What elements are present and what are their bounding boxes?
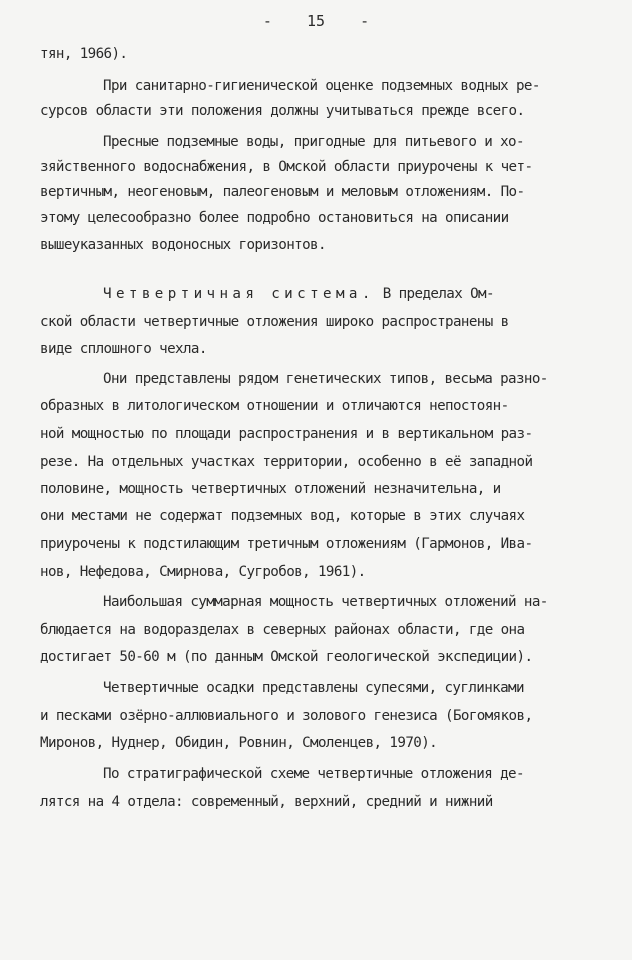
paragraph-line: По стратиграфической схеме четвертичные отложения де- — [103, 766, 524, 782]
page-number: 15 — [306, 12, 326, 30]
text-line: сурсов области эти положения должны учитываться прежде всего. — [40, 103, 525, 119]
text-line: ской области четвертичные отложения широко распространены в — [40, 314, 509, 330]
text-line: тян, 1966). — [40, 46, 128, 62]
text-line: ной мощностью по площади распространения и в вертикальном раз- — [40, 426, 533, 442]
text-line: половине, мощность четвертичных отложений незначительна, и — [40, 481, 501, 497]
text-line: этому целесообразно более подробно остановиться на описании — [40, 210, 509, 226]
text-line: лятся на 4 отдела: современный, верхний, средний и нижний — [40, 794, 493, 810]
text-line: нов, Нефедова, Смирнова, Сугробов, 1961). — [40, 564, 366, 580]
text-line: вышеуказанных водоносных горизонтов. — [40, 237, 326, 253]
text-line: виде сплошного чехла. — [40, 341, 207, 357]
text-line: достигает 50-60 м (по данным Омской геологической экспедиции). — [40, 649, 533, 665]
text-line: резе. На отдельных участках территории, особенно в её западной — [40, 454, 533, 470]
text-line: блюдается на водоразделах в северных районах области, где она — [40, 622, 525, 638]
page-header — [0, 12, 632, 30]
paragraph-line: При санитарно-гигиенической оценке подземных водных ре- — [103, 78, 540, 94]
paragraph-line: Четвертичные осадки представлены супесями, суглинками — [103, 680, 524, 696]
paragraph-line: Пресные подземные воды, пригодные для питьевого и хо- — [103, 134, 524, 150]
text-line: приурочены к подстилающим третичным отложениям (Гармонов, Ива- — [40, 536, 533, 552]
paragraph-line: Наибольшая суммарная мощность четвертичных отложений на- — [103, 594, 548, 610]
paragraph-line: Они представлены рядом генетических типов, весьма разно- — [103, 371, 548, 387]
section-heading-continuation: В пределах Ом- — [382, 286, 494, 302]
text-line: образных в литологическом отношении и отличаются непостоян- — [40, 398, 509, 414]
text-line: они местами не содержат подземных вод, которые в этих случаях — [40, 508, 525, 524]
section-heading: Четвертичная система. — [103, 286, 375, 302]
text-line: зяйственного водоснабжения, в Омской области приурочены к чет- — [40, 159, 533, 175]
text-line: Миронов, Нуднер, Обидин, Ровнин, Смоленцев, 1970). — [40, 735, 438, 751]
section-heading-line — [103, 284, 632, 304]
header-dash-right: - — [360, 12, 370, 30]
text-line: вертичным, неогеновым, палеогеновым и меловым отложениям. По- — [40, 184, 525, 200]
text-line: и песками озёрно-аллювиального и золового генезиса (Богомяков, — [40, 708, 533, 724]
header-dash-left: - — [262, 12, 272, 30]
